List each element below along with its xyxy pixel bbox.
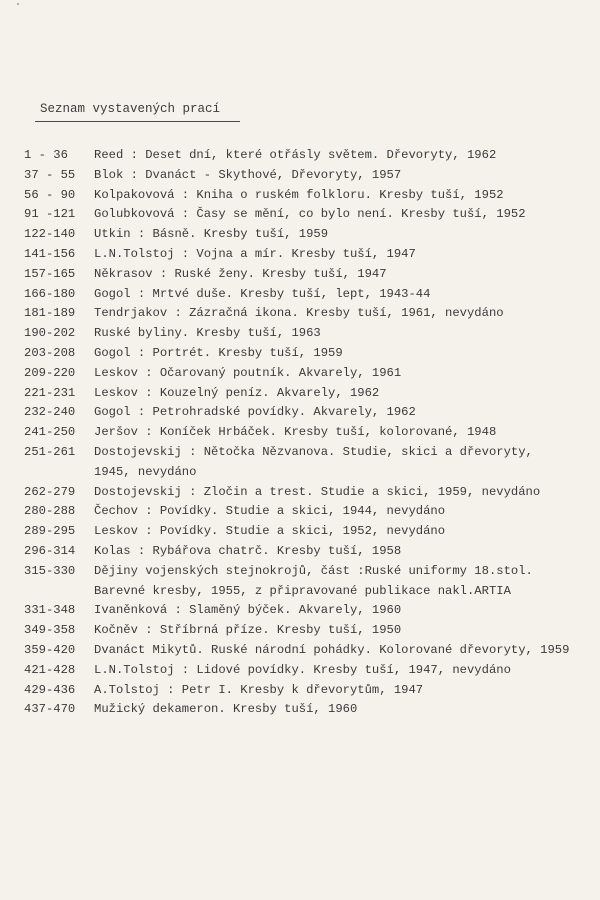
entry-range: 181-189 xyxy=(24,306,76,321)
list-item xyxy=(0,562,600,582)
entry-text: 1945, nevydáno xyxy=(94,464,197,479)
entry-text: Leskov : Povídky. Studie a skici, 1952, nevydáno xyxy=(94,524,446,539)
entry-range: 359-420 xyxy=(24,642,76,657)
list-item xyxy=(0,364,600,384)
list-item xyxy=(0,443,600,463)
entry-text: Barevné kresby, 1955, z připravované publikace nakl.ARTIA xyxy=(94,583,511,598)
entry-range: 262-279 xyxy=(24,484,76,499)
entry-text: L.N.Tolstoj : Lidové povídky. Kresby tuší, 1947, nevydáno xyxy=(94,662,511,677)
entry-range: 315-330 xyxy=(24,563,76,578)
list-item xyxy=(0,265,600,285)
entry-text: Ruské byliny. Kresby tuší, 1963 xyxy=(94,326,321,341)
list-item xyxy=(0,324,600,344)
list-item xyxy=(0,225,600,245)
entry-text: Dvanáct Mikytů. Ruské národní pohádky. Kolorované dřevoryty, 1959 xyxy=(94,642,570,657)
list-item xyxy=(0,146,600,166)
list-item xyxy=(0,542,600,562)
entry-range: 1 - 36 xyxy=(24,148,68,162)
entry-range: 437-470 xyxy=(24,702,76,717)
list-item xyxy=(0,423,600,443)
entry-text: Gogol : Mrtvé duše. Kresby tuší, lept, 1943-44 xyxy=(94,286,431,301)
list-item xyxy=(0,681,600,701)
entry-text: Kolpakovová : Kniha o ruském folkloru. Kresby tuší, 1952 xyxy=(94,187,504,202)
list-item xyxy=(0,304,600,324)
list-item xyxy=(0,285,600,305)
entry-text: Někrasov : Ruské ženy. Kresby tuší, 1947 xyxy=(94,266,387,281)
entry-text: Dostojevskij : Nětočka Nězvanova. Studie, skici a dřevoryty, xyxy=(94,444,533,459)
list-item xyxy=(0,661,600,681)
entry-text: Golubkovová : Časy se mění, co bylo není. Kresby tuší, 1952 xyxy=(94,207,526,222)
entry-range: 141-156 xyxy=(24,246,76,261)
entry-text: Dostojevskij : Zločin a trest. Studie a skici, 1959, nevydáno xyxy=(94,484,541,499)
exhibited-works-list xyxy=(0,146,600,720)
heading-underline xyxy=(35,121,240,122)
entry-range: 221-231 xyxy=(24,385,76,400)
list-item xyxy=(0,621,600,641)
entry-text: Ivaněnková : Slaměný býček. Akvarely, 1960 xyxy=(94,603,402,618)
entry-range: 241-250 xyxy=(24,425,76,440)
entry-text: Dějiny vojenských stejnokrojů, část :Ruské uniformy 18.stol. xyxy=(94,563,533,578)
entry-text: Kočněv : Stříbrná příze. Kresby tuší, 1950 xyxy=(94,623,402,638)
entry-text: Blok : Dvanáct - Skythové, Dřevoryty, 1957 xyxy=(94,167,402,182)
entry-range: 209-220 xyxy=(24,365,76,380)
entry-range: 421-428 xyxy=(24,662,76,677)
entry-range: 91 -121 xyxy=(24,207,76,222)
list-item xyxy=(0,700,600,720)
entry-text: Reed : Deset dní, které otřásly světem. Dřevoryty, 1962 xyxy=(94,148,497,162)
entry-text: L.N.Tolstoj : Vojna a mír. Kresby tuší, 1947 xyxy=(94,246,416,261)
list-item xyxy=(0,166,600,186)
list-item xyxy=(0,344,600,364)
entry-text: Jeršov : Koníček Hrbáček. Kresby tuší, kolorované, 1948 xyxy=(94,425,497,440)
list-item xyxy=(0,403,600,423)
list-item xyxy=(0,463,600,483)
entry-range: 289-295 xyxy=(24,524,76,539)
entry-range: 331-348 xyxy=(24,603,76,618)
entry-range: 166-180 xyxy=(24,286,76,301)
entry-range: 296-314 xyxy=(24,543,76,558)
entry-range: 56 - 90 xyxy=(24,187,76,202)
entry-range: 232-240 xyxy=(24,405,76,420)
entry-text: Tendrjakov : Zázračná ikona. Kresby tuší, 1961, nevydáno xyxy=(94,306,504,321)
list-item xyxy=(0,522,600,542)
entry-range: 37 - 55 xyxy=(24,167,76,182)
entry-range: 429-436 xyxy=(24,682,76,697)
entry-range: 203-208 xyxy=(24,345,76,360)
list-item xyxy=(0,205,600,225)
entry-text: Čechov : Povídky. Studie a skici, 1944, nevydáno xyxy=(94,504,446,519)
list-item xyxy=(0,601,600,621)
entry-text: Gogol : Portrét. Kresby tuší, 1959 xyxy=(94,345,343,360)
list-item xyxy=(0,502,600,522)
document-heading: Seznam vystavených prací xyxy=(40,102,221,116)
list-item xyxy=(0,582,600,602)
list-item xyxy=(0,384,600,404)
entry-text: Utkin : Básně. Kresby tuší, 1959 xyxy=(94,227,329,242)
entry-text: Leskov : Kouzelný peníz. Akvarely, 1962 xyxy=(94,385,380,400)
entry-range: 251-261 xyxy=(24,444,76,459)
paper-speck xyxy=(17,3,19,5)
entry-range: 190-202 xyxy=(24,326,76,341)
entry-text: A.Tolstoj : Petr I. Kresby k dřevorytům, 1947 xyxy=(94,682,424,697)
entry-range: 280-288 xyxy=(24,504,76,519)
entry-range: 122-140 xyxy=(24,227,76,242)
entry-text: Gogol : Petrohradské povídky. Akvarely, 1962 xyxy=(94,405,416,420)
list-item xyxy=(0,245,600,265)
entry-range: 349-358 xyxy=(24,623,76,638)
entry-text: Kolas : Rybářova chatrč. Kresby tuší, 1958 xyxy=(94,543,402,558)
entry-range: 157-165 xyxy=(24,266,76,281)
entry-text: Mužický dekameron. Kresby tuší, 1960 xyxy=(94,702,358,717)
list-item xyxy=(0,483,600,503)
list-item xyxy=(0,641,600,661)
entry-text: Leskov : Očarovaný poutník. Akvarely, 1961 xyxy=(94,365,402,380)
list-item xyxy=(0,186,600,206)
